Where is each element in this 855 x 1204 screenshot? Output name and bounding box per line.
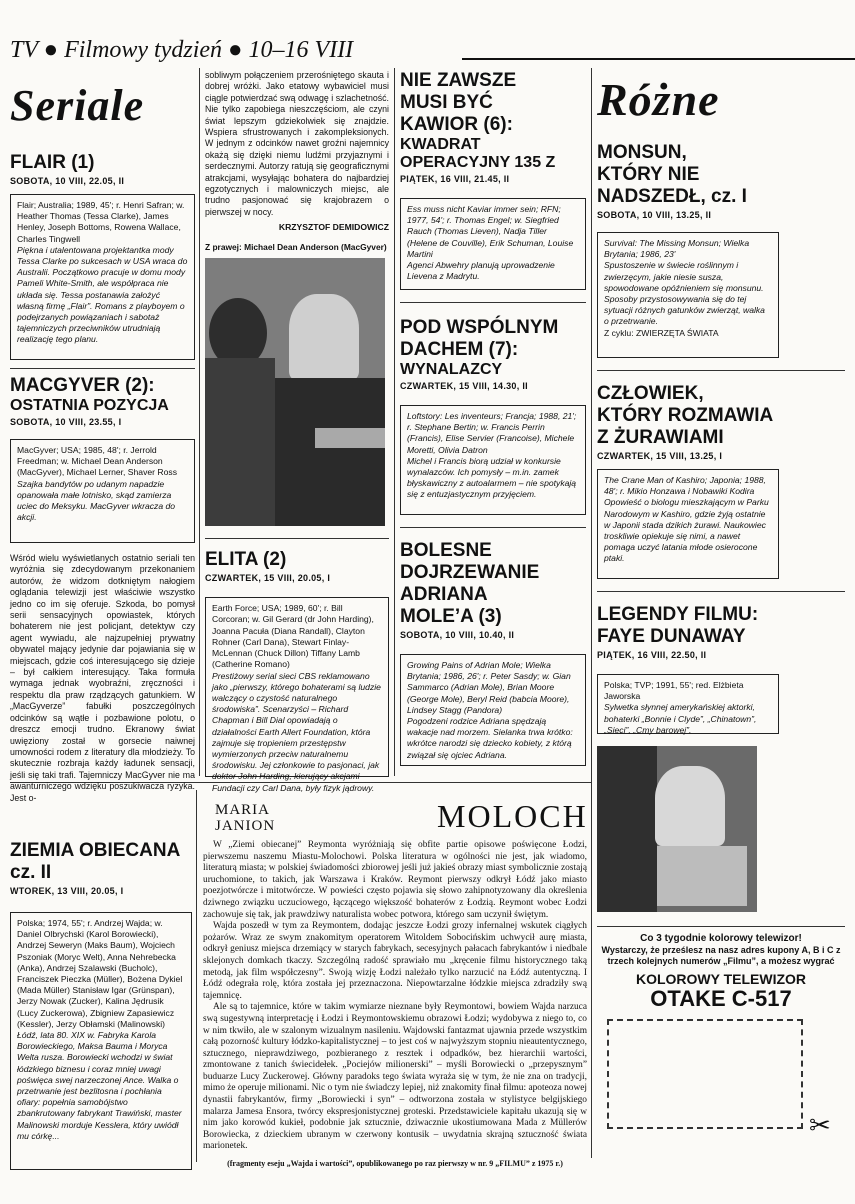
credits: Survival: The Missing Monsun; Wielka Brytania; 1986, 23' <box>604 238 750 260</box>
credits: Polska; 1974, 55'; r. Andrzej Wajda; w. Daniel Olbrychski (Karol Borowiecki), Andrzej Seweryn (Maks Baum), Wojciech Pszoniak (Moryc Welt), Anna Nehrebecka (Anka), Andrzej Szalawski (Bucholc), Franciszek Pieczka (Müller), Bożena Dykiel (Mada Müller) Stanisław Igar (Grünspan), Jerzy Nowak (Zucker), Kalina Jędrusik (Lucy Zuckerowa), Zbigniew Zapasiewicz (Kessler), Jerzy Obłamski (Malinowski) <box>17 918 183 1029</box>
program-subtitle: OSTATNIA POZYCJA <box>10 397 169 414</box>
essay-paragraph: W „Ziemi obiecanej” Reymonta wyróżniają się obfite partie opisowe poświęcone Łodzi, pierwszemu naszemu Miastu-Molochowi. Polska literatura w ogólności nie jest, jak wiadomo, literaturą miasta; w polskiej świadomości zbiorowej jeśli już jakieś obrazy miast symbolicznie zostają uruchomione, to takich, jak Warszawa i Kraków. Reymont pierwszy odkrył Łódź jako miasto poezjotwórcze i mitotwórcze. W powieści często pojawia się słowo zahipnotyzowany dla określenia dziwnego związku uczuciowego, łączącego większość bohaterów z Łodzią. Reymont wobec Łodzi zachowuje się tak, jak prawdziwy naturalista wobec potwora, którego sam uczynił świętym. <box>203 840 587 920</box>
article-text: Wśród wielu wyświetlanych ostatnio seriali ten wyróżnia się zdecydowanym przekonaniem autorów, że widzom dotkniętym nałogiem oglądania telewizji jest właściwie wszystko jedno co im się oferuje. Szkoda, bo pomysł serii sensacyjnych opowiastek, których bohaterem nie jest policjant, detektyw czy agent wywiadu, ale najzupełniej prywatny obywatel mający jedynie dar pojawiania się w miejscach, gdzie coś interesującego się dzieje – był całkiem interesujący. Taka formuła wymaga jednak wyobraźni, zręczności i respektu dla praw rządzących gatunkiem. W „MacGyverze” fabułki poszczególnych odcinków są wątłe i pozbawione polotu, o dreszcz emocji trudno. Ekranowy świat uwięziony został w gorsecie naiwnej umowności rodem z literatury dla młodzieży. To skutecznie rozbraja każdy ładunek sensacji, jeśli się taki trafi. Tajemniczy MacGyver nie ma awanturniczego wdzięku poszukiwacza ryzyka. Jest o- <box>10 553 195 803</box>
monsun-listing <box>597 142 845 358</box>
airtime: CZWARTEK, 15 VIII, 20.05, I <box>205 573 331 584</box>
credits: The Crane Man of Kashiro; Japonia; 1988, 48'; r. Mikio Honzawa i Nobawiki Kodira <box>604 475 766 497</box>
essay-paragraph: Ale są to tajemnice, które w takim wymiarze nieznane były Reymontowi, bowiem Wajda narzuca swą sugestywną interpretację i Łodzi i Reymontowskiemu obrazowi Łodzi; wydobywa z niego to, co w nim tkwiło, ale w szalonym wizualnym nasileniu. Wajdowski fantazmat ujawnia przede wszystkim całą pozorność kultury łódzko-kapitalistycznej – to jest coś w najwyższym stopniu nieautentycznego, sztucznego, nieprawdziwego, pozbieranego z resztek i odpadków, bez hierarchii wartości, zmontowane z tanich świecidełek. „Pociejów milionerski” – myśli Borowiecki o „przepysznym” buduarze Lucy Zuckerowej. Główny paradoks tego świata wyraża się w tym, że nie zna on tradycji, mimo że operuje milionami. Nic o tym nie świadczy lepiej, niż znakomity finał filmu: apoteoza nowej dynastii fabrykantów, firmy „Borowiecki i syn” – odtworzona została w stylistyce belgijskiego malarza Jamesa Ensora, twórcy ekspresjonistycznej groteski. Przedstawiciele kapitału ukazują się w nim jako korowód kukieł, podobnie jak sztucznie, dziwacznie ukostiumowana Mada z Müllerów Borowiecka, z dzieckiem ubranym w czerwony kontusik – uwydatnia skrajną sztuczność świata marionetek. <box>203 1002 588 1152</box>
program-subtitle: WYNALAZCY <box>400 361 503 378</box>
program-info-box <box>10 194 195 360</box>
credits: Growing Pains of Adrian Mole; Wielka Brytania; 1986, 26'; r. Peter Sasdy; w. Gian Sammarco (Adrian Mole), Brian Moore (George Mole), Beryl Reid (babcia Moore), Lindsey Stagg (Pandora) <box>407 660 571 715</box>
program-subtitle: KWADRAT <box>400 136 481 153</box>
description: Opowieść o biologu mieszkającym w Parku Narodowym w Kashiro, gdzie żyją ostatnie w Japonii stada dzikich żurawi. Naukowiec troskliwie opiekuje się nimi, a nawet pomaga uczyć latania młode osierocone ptaki. <box>604 497 769 564</box>
airtime: CZWARTEK, 15 VIII, 13.25, I <box>597 451 723 461</box>
program-info-box <box>400 198 586 290</box>
credits: MacGyver; USA; 1985, 48'; r. Jerrold Freedman; w. Michael Dean Anderson (MacGyver), Michael Lerner, Shaver Ross <box>17 445 177 478</box>
program-title: KTÓRY ROZMAWIA <box>597 405 774 426</box>
description: Michel i Francis biorą udział w konkursie wynalazców. Ich pomysły – m.in. zamek błyskawiczny z autoalarmem – nie spotykają się z entuzjastycznym przyjęciem. <box>407 455 577 500</box>
program-title: DACHEM (7): <box>400 339 519 360</box>
program-title: MACGYVER (2): <box>10 375 155 396</box>
essay-author: JANION <box>215 818 276 834</box>
program-title: ZIEMIA OBIECANA <box>10 840 181 861</box>
essay-footnote: (fragmenty eseju „Wajda i wartości”, opublikowanego po raz pierwszy w nr. 9 „FILMU” z 1975 r.) <box>227 1159 563 1169</box>
description: Spustoszenie w świecie roślinnym i zwierzęcym, jakie niesie susza, spowodowane opóźnieniem się monsunu. Sposoby przystosowywania się do tej sytuacji różnych gatunków zwierząt, walka o przetrwanie. <box>604 260 765 327</box>
airtime: SOBOTA, 10 VIII, 13.25, II <box>597 210 712 220</box>
airtime: SOBOTA, 10 VIII, 10.40, II <box>400 630 515 640</box>
program-title: MOLE’A (3) <box>400 606 502 627</box>
program-title: FAYE DUNAWAY <box>597 626 746 647</box>
program-info-box <box>400 405 586 515</box>
elita-listing <box>205 538 389 793</box>
ad-product: KOLOROWY TELEWIZOR <box>635 971 807 987</box>
scissors-icon: ✂ <box>809 1110 831 1140</box>
article-byline: KRZYSZTOF DEMIDOWICZ <box>278 222 389 233</box>
program-info-box <box>597 232 779 358</box>
column-divider <box>394 68 395 776</box>
airtime: WTOREK, 13 VIII, 20.05, I <box>10 886 124 896</box>
program-info-box <box>400 654 586 766</box>
flair-listing <box>10 152 195 360</box>
program-title: KAWIOR (6): <box>400 114 513 135</box>
airtime: CZWARTEK, 15 VIII, 14.30, II <box>400 381 528 391</box>
airtime: SOBOTA, 10 VIII, 23.55, I <box>10 417 122 427</box>
essay-title: MOLOCH <box>437 798 588 834</box>
program-title: NIE ZAWSZE <box>400 70 517 91</box>
program-title: MONSUN, <box>597 142 687 163</box>
credits: Flair; Australia; 1989, 45'; r. Henri Safran; w. Heather Thomas (Tessa Clarke), James Henley, Joseph Bottoms, Rowena Wallace, Charles Tingwell <box>17 200 185 244</box>
description: Pogodzeni rodzice Adriana spędzają wakacje nad morzem. Sielanka trwa krótko: wkrótce narodzi się dziecko kobiety, z którą związał się ojciec Adriana. <box>407 716 573 760</box>
description: Piękna i utalentowana projektantka mody Tessa Clarke po sukcesach w USA wraca do Australii. Początkowo pracuje w domu mody Pameli White-Smith, ale współpraca nie układa się. Tessa postanawia założyć własną firmę „Flair”. Romans z playboyem o podejrzanych powiązaniach i sabotaż tajemniczych przeciwników utrudniają realizację tego planu. <box>17 244 188 345</box>
program-info-box <box>205 597 389 793</box>
rozne-column <box>597 70 845 1140</box>
program-title: MUSI BYĆ <box>400 92 493 113</box>
faye-dunaway-photo <box>597 746 757 912</box>
program-title: POD WSPÓLNYM <box>400 317 559 338</box>
credits: Ess muss nicht Kaviar immer sein; RFN; 1977, 54'; r. Thomas Engel; w. Siegfried Rauch (Thomas Lieven), Nadja Tiller (Helene de Couville), Erik Schuman, Louise Martini <box>407 204 574 259</box>
credits: Polska; TVP; 1991, 55'; red. Elżbieta Jaworska <box>604 680 744 702</box>
legendy-listing <box>597 591 845 734</box>
ad-headline: Co 3 tygodnie kolorowy telewizor! <box>640 933 802 944</box>
program-info-box <box>10 912 192 1170</box>
column-three <box>400 70 586 766</box>
program-title: CZŁOWIEK, <box>597 383 704 404</box>
essay-header <box>203 790 587 840</box>
dachem-listing <box>400 302 586 515</box>
program-title: LEGENDY FILMU: <box>597 604 759 625</box>
program-subtitle: cz. II <box>10 862 52 883</box>
mole-listing <box>400 527 586 766</box>
airtime: SOBOTA, 10 VIII, 22.05, II <box>10 176 125 186</box>
description: Agenci Abwehry planują uprowadzenie Lievena z Madrytu. <box>407 260 555 282</box>
macgyver-listing <box>10 368 195 804</box>
description: Szajka bandytów po udanym napadzie opanowała małe lotnisko, skąd zamierza uciec do Meksyku. MacGyver wkracza do akcji. <box>17 478 176 523</box>
section-heading-seriale: Seriale <box>10 81 145 130</box>
ad-text: Wystarczy, że prześlesz na nasz adres kupony A, B i C z trzech kolejnych numerów „Filmu”, a możesz wygrać <box>601 945 841 966</box>
program-title: ADRIANA <box>400 584 488 605</box>
ad-model: OTAKE C-517 <box>650 986 792 1011</box>
article-text-continued: sobliwym połączeniem przerośniętego skauta i dobrej wróżki. Jako etatowy wybawiciel musi ciągle potwierdzać swą odwagę i szlachetność. Nie tylko zapobiega nieszczęściom, ale czyni świat lepszym gdziekolwiek się znajdzie. Wspiera sfrustrowanych i zakompleksionych. W jednym z odcinków nawet groźni najemnicy okażą się dzięki niemu ludźmi przyjaznymi i serdecznymi. Autorzy ratują się geograficznymi atrakcjami, wysyłając bohatera do najbardziej egzotycznych i malowniczych miejsc, ale trudno pasjonować się krajobrazem o pierwszej w nocy. <box>205 70 389 217</box>
column-divider <box>199 68 200 776</box>
program-title: KTÓRY NIE <box>597 164 700 185</box>
essay-paragraph: Wajda poszedł w tym za Reymontem, dodając jeszcze Łodzi grozy infernalnej wskutek ciągłych pożarów. Wraz ze swym znakomitym operatorem Witoldem Sobocińskim uchwycił aurę miasta, odkrył geniusz miejsca drzemiący w starych fabrykach, secesyjnych pałacach fabrykantów i niedbale sklejonych domkach tkaczy. Szczególną radość sprawiało mu „kręcenie filmu historycznego taką metodą, jak film współczesny”. Swoją wizję Łodzi należało tylko narzucić na Łódź autentyczną. I Łódź odegrała rolę, która została jej przeznaczona. Niepowtarzalne łódzkie miejsca zdradziły swą tajemnicę. <box>203 921 587 1001</box>
macgyver-photo <box>205 258 385 526</box>
credits: Earth Force; USA; 1989, 60'; r. Bill Corcoran; w. Gil Gerard (dr John Harding), Joanna Pacuła (Diana Randall), Clayton Rohner (Carl Dana), Stewart Finlay-McLennan (Chuck Dillon) Tiffany Lamb (Catherine Romano) <box>212 603 374 670</box>
kawior-listing <box>400 70 586 290</box>
program-title: BOLESNE <box>400 540 492 561</box>
column-two <box>205 70 389 793</box>
program-title: FLAIR (1) <box>10 152 95 173</box>
column-divider <box>196 790 197 1162</box>
page-title: TV ● Filmowy tydzień ● 10–16 VIII <box>10 37 354 63</box>
airtime: PIĄTEK, 16 VIII, 21.45, II <box>400 174 510 184</box>
credits: Loftstory: Les inventeurs; Francja; 1988, 21'; r. Stephane Bertin; w. Francis Perrin (Francis), Elise Servier (Francoise), Michele Moretti, Olivia Datron <box>407 411 577 455</box>
program-info-box <box>10 439 195 543</box>
header-rule <box>462 58 855 60</box>
zurawie-listing <box>597 370 845 579</box>
description: Sylwetka słynnej amerykańskiej aktorki, bohaterki „Bonnie i Clyde”, „Chinatown”, „Sieci”, „Cmy barowej”. <box>604 702 757 735</box>
program-info-box <box>597 469 779 579</box>
program-info-box <box>597 674 779 734</box>
program-title: DOJRZEWANIE <box>400 562 540 583</box>
coupon-box[interactable] <box>607 1019 803 1129</box>
page-header <box>10 38 855 64</box>
program-title: NADSZEDŁ, cz. I <box>597 186 747 207</box>
tv-contest-ad <box>597 926 845 1129</box>
cycle-label: Z cyklu: ZWIERZĘTA ŚWIATA <box>604 327 719 338</box>
seriale-column <box>10 70 195 804</box>
program-title: Z ŻURAWIAMI <box>597 427 724 448</box>
description: Prestiżowy serial sieci CBS reklamowano jako „pierwszy, którego bohaterami są ludzie walczący o czystość naturalnego środowiska”. Scenarzyści – Richard Chapman i Bill Dial opowiadają o działalności Earth Allert Foundation, która zajmuje się tropieniem przestępstw wymierzonych przeciw naturalnemu środowisku. Jej członkowie to pasjonaci, jak doktor John Harding, kierujący akcjami Fundacji czy Carl Dana, były fizyk jądrowy. <box>212 670 381 793</box>
airtime: PIĄTEK, 16 VIII, 22.50, II <box>597 650 707 660</box>
ziemia-listing <box>10 840 192 1170</box>
photo-caption: Z prawej: Michael Dean Anderson (MacGyver) <box>205 242 387 253</box>
program-subtitle: OPERACYJNY 135 Z <box>400 154 556 171</box>
moloch-essay <box>203 790 587 1168</box>
program-title: ELITA (2) <box>205 549 287 571</box>
section-heading-rozne: Różne <box>597 74 720 125</box>
essay-author: MARIA <box>215 802 271 818</box>
column-divider <box>591 68 592 1158</box>
description: Łódź, lata 80. XIX w. Fabryka Karola Borowieckiego, Maksa Bauma i Moryca Welta rusza. Borowiecki wchodzi w świat łódzkiego biznesu i coraz mniej uwagi poświęca swej narzeczonej Ance. Walka o przetrwanie jest bezlitosna i pochłania ofiary: popełnia samobójstwo zbankrutowany fabrykant Trawiński, master Malinowski morduje Kesslera, który uwiódł mu córkę... <box>17 1030 182 1141</box>
